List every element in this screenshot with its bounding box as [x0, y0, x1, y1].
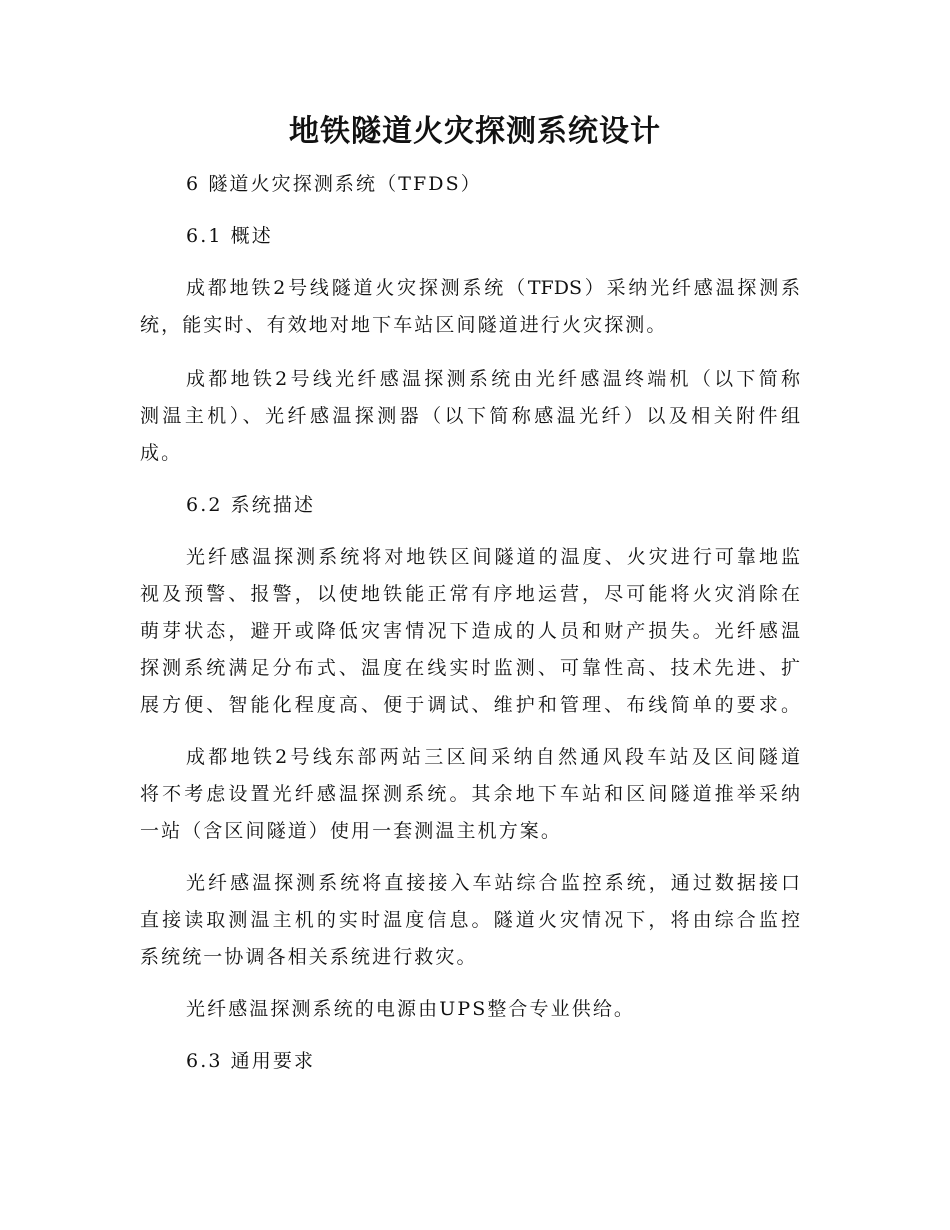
paragraph-5-line-2: 直接读取测温主机的实时温度信息。隧道火灾情况下，将由综合监控 — [140, 909, 800, 931]
paragraph-4-line-1: 成都地铁2号线东部两站三区间采纳自然通风段车站及区间隧道 — [186, 746, 800, 768]
document-title: 地铁隧道火灾探测系统设计 — [289, 114, 661, 149]
paragraph-3-line-4: 探测系统满足分布式、温度在线实时监测、可靠性高、技术先进、扩 — [140, 657, 800, 679]
paragraph-5-line-1: 光纤感温探测系统将直接接入车站综合监控系统，通过数据接口 — [186, 872, 800, 894]
paragraph-2-line-3: 成。 — [140, 442, 183, 464]
section-heading-6: 6 隧道火灾探测系统（TFDS） — [186, 173, 482, 195]
paragraph-3-line-5: 展方便、智能化程度高、便于调试、维护和管理、布线简单的要求。 — [140, 694, 800, 716]
section-heading-6-2: 6.2 系统描述 — [186, 494, 316, 516]
paragraph-3-line-1: 光纤感温探测系统将对地铁区间隧道的温度、火灾进行可靠地监 — [186, 546, 800, 568]
paragraph-2-line-1: 成都地铁2号线光纤感温探测系统由光纤感温终端机（以下简称 — [186, 368, 800, 390]
section-heading-6-1: 6.1 概述 — [186, 225, 273, 247]
section-heading-6-3: 6.3 通用要求 — [186, 1050, 316, 1072]
paragraph-1-line-1: 成都地铁2号线隧道火灾探测系统（TFDS）采纳光纤感温探测系 — [186, 277, 800, 299]
paragraph-2-line-2: 测温主机）、光纤感温探测器（以下简称感温光纤）以及相关附件组 — [140, 405, 800, 427]
paragraph-6-line-1: 光纤感温探测系统的电源由UPS整合专业供给。 — [186, 998, 636, 1020]
paragraph-4-line-3: 一站（含区间隧道）使用一套测温主机方案。 — [140, 820, 563, 842]
paragraph-5-line-3: 系统统一协调各相关系统进行救灾。 — [140, 946, 478, 968]
paragraph-3-line-3: 萌芽状态，避开或降低灾害情况下造成的人员和财产损失。光纤感温 — [140, 620, 800, 642]
paragraph-3-line-2: 视及预警、报警，以使地铁能正常有序地运营，尽可能将火灾消除在 — [140, 583, 800, 605]
paragraph-4-line-2: 将不考虑设置光纤感温探测系统。其余地下车站和区间隧道推举采纳 — [140, 783, 800, 805]
paragraph-1-line-2: 统，能实时、有效地对地下车站区间隧道进行火灾探测。 — [140, 314, 668, 336]
